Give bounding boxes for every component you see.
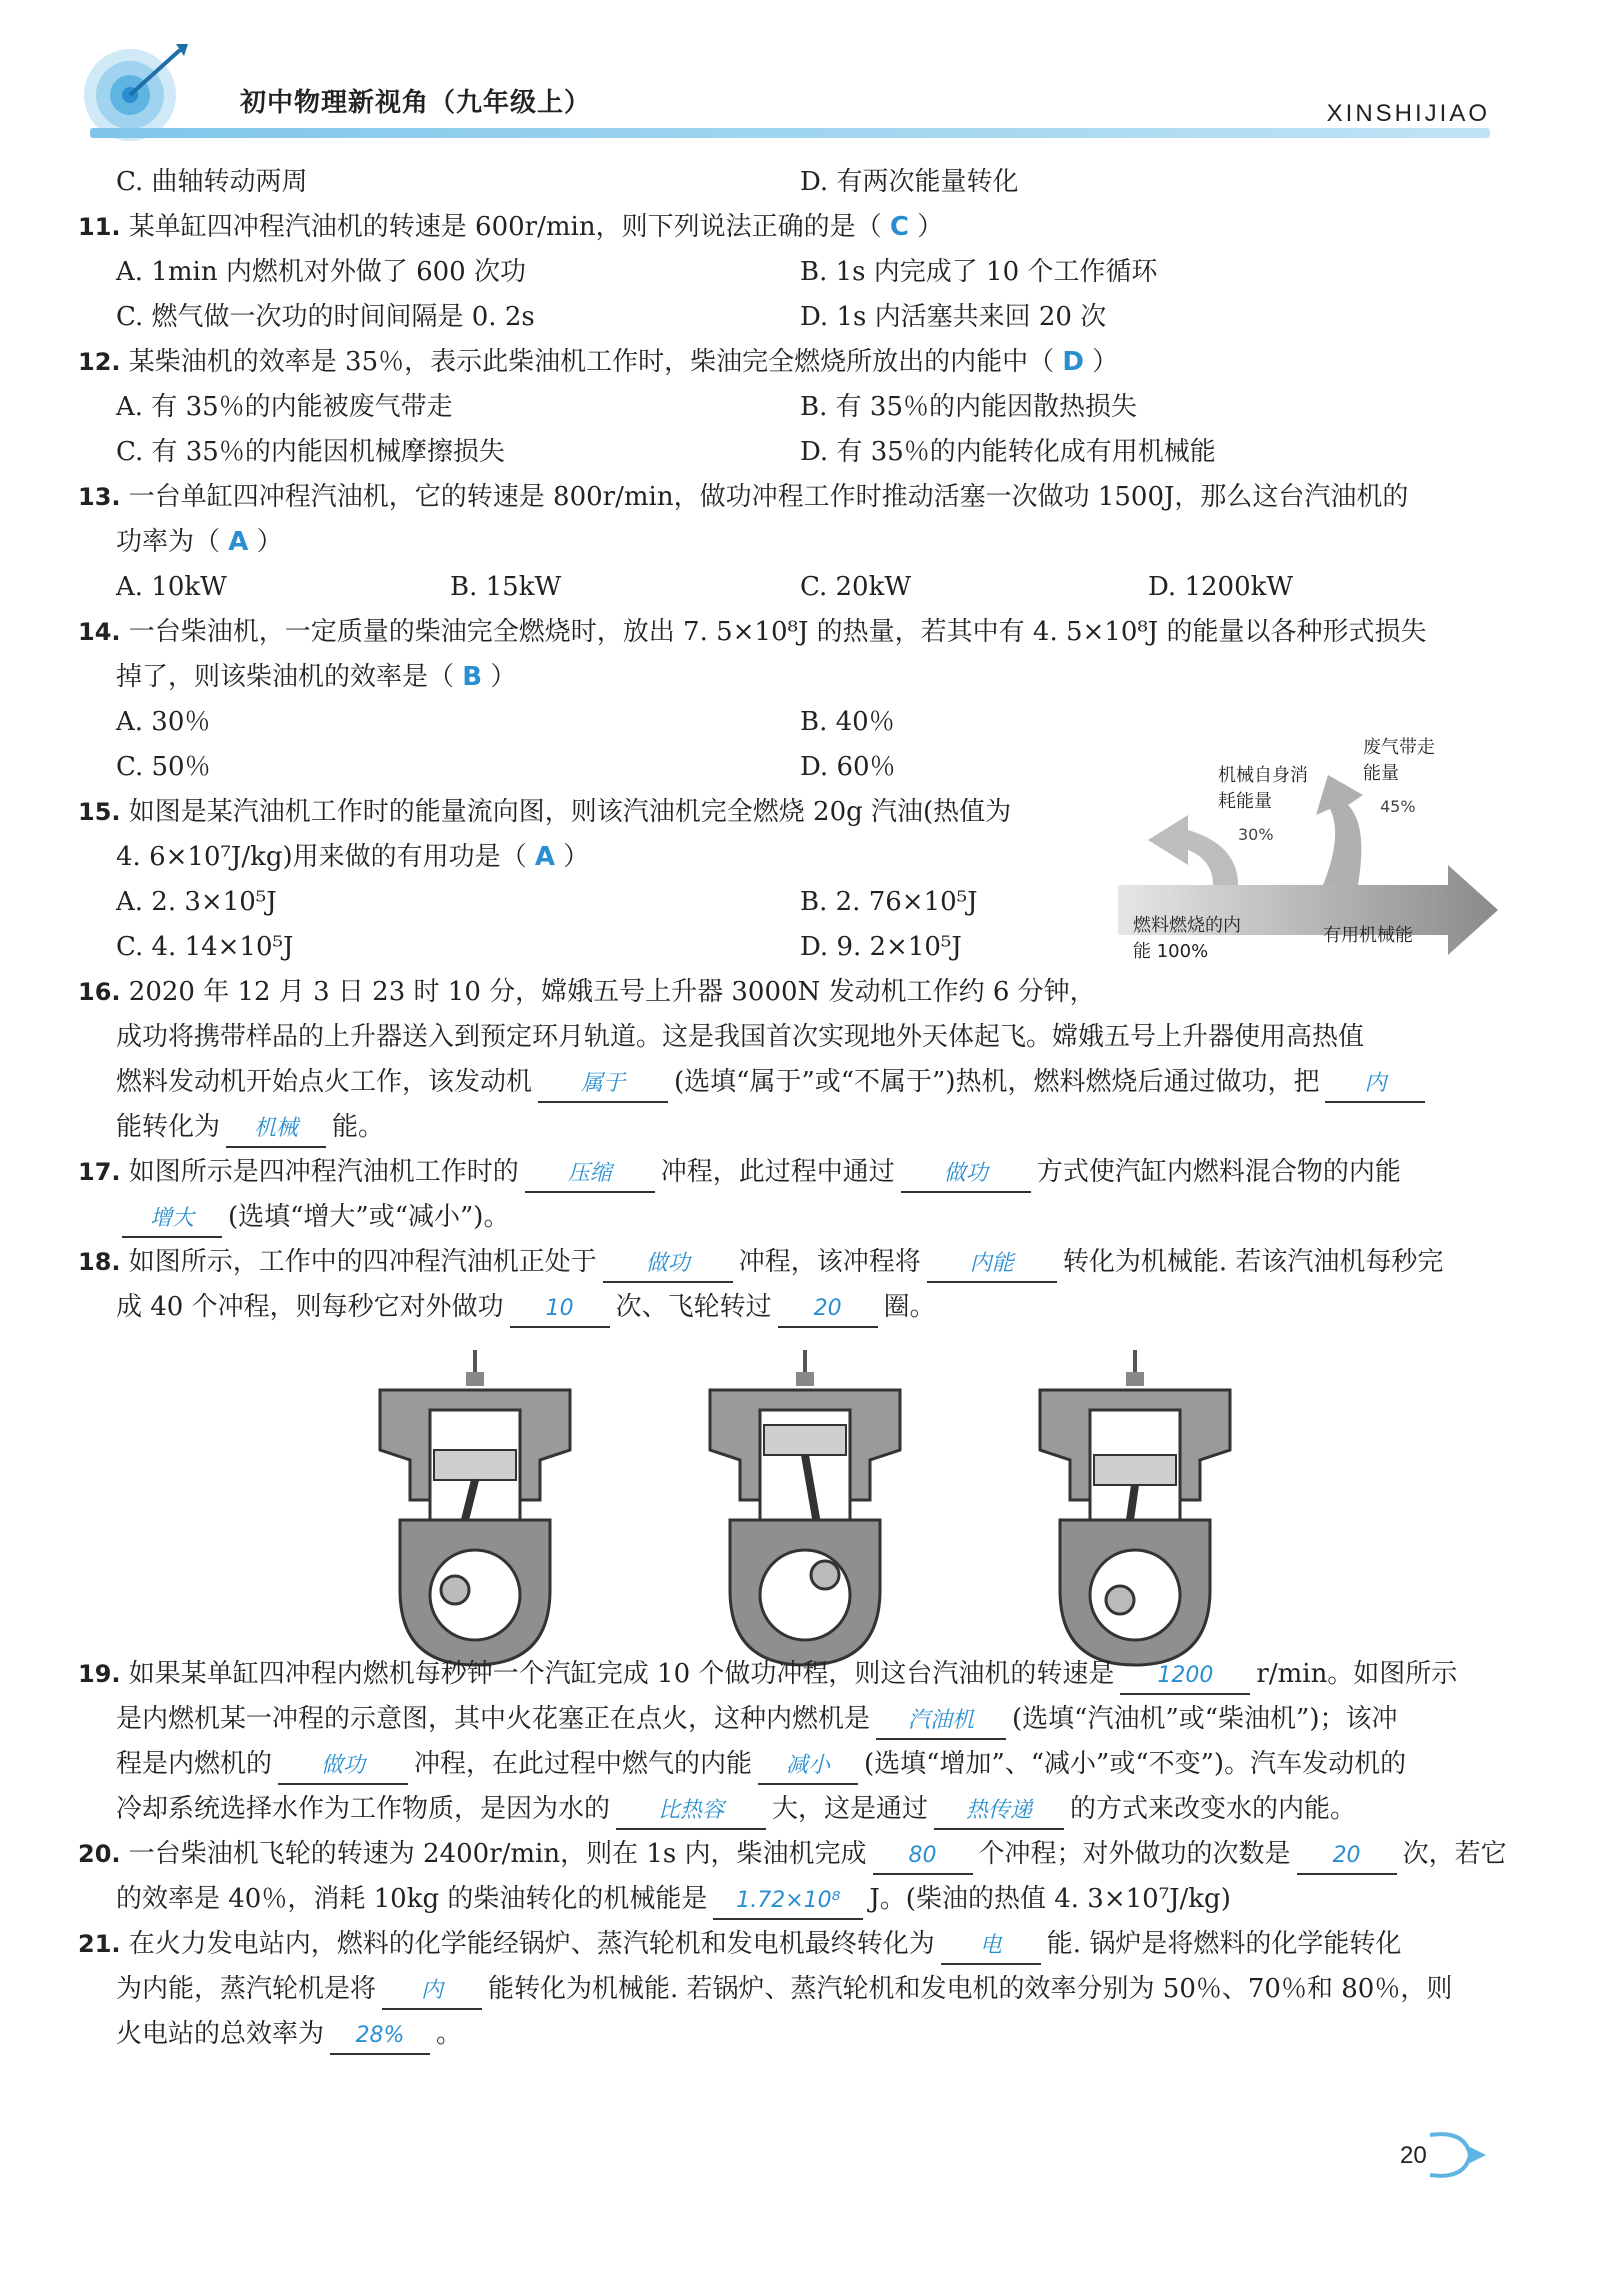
- q14-text-1: 一台柴油机，一定质量的柴油完全燃烧时，放出 7. 5×10⁸J 的热量，若其中有 4. 5×10⁸J 的能量以各种形式损失: [128, 617, 1427, 647]
- q13-number: 13.: [78, 483, 121, 511]
- q10-option-c: C. 曲轴转动两周: [116, 167, 308, 197]
- q19-text-4c: 的方式来改变水的内能。: [1070, 1794, 1357, 1824]
- q21-number: 21.: [78, 1930, 121, 1958]
- q18-blank-2: 内能: [927, 1247, 1057, 1283]
- q20-text-1b: 个冲程；对外做功的次数是: [978, 1839, 1291, 1869]
- engine-diagram-2-icon: [690, 1350, 920, 1670]
- q14-option-b: B. 40％: [800, 707, 895, 737]
- q12-options-row-1: [78, 385, 1498, 430]
- q12-option-b: B. 有 35％的内能因散热损失: [800, 392, 1137, 422]
- q17-text-1a: 如图所示是四冲程汽油机工作时的: [128, 1157, 519, 1187]
- q17-line-2: [78, 1195, 1498, 1240]
- q16-line-2: [78, 1015, 1498, 1060]
- q13-text-2: 功率为（: [116, 527, 221, 557]
- q18-text-1b: 冲程，该冲程将: [738, 1247, 921, 1277]
- q14-option-a: A. 30％: [116, 707, 211, 737]
- q11-text: 某单缸四冲程汽油机的转速是 600r/min，则下列说法正确的是（: [128, 212, 882, 242]
- q16-blank-3: 机械: [226, 1112, 326, 1148]
- q16-blank-1: 属于: [538, 1067, 668, 1103]
- q17-blank-3: 增大: [122, 1202, 222, 1238]
- q19-line-1: [78, 1652, 1498, 1697]
- q19-text-2b: (选填“汽油机”或“柴油机”)；该冲: [1012, 1704, 1398, 1734]
- q13-option-c: C. 20kW: [800, 572, 912, 602]
- q10-options-row: [78, 160, 1498, 205]
- q18-text-2b: 次、飞轮转过: [615, 1292, 772, 1322]
- q20-number: 20.: [78, 1840, 121, 1868]
- q20-line-1: [78, 1832, 1507, 1877]
- q14-stem-1: [78, 610, 1498, 655]
- q19-text-3c: (选填“增加”、“减小”或“不变”)。汽车发动机的: [864, 1749, 1407, 1779]
- q12-option-a: A. 有 35％的内能被废气带走: [116, 392, 453, 422]
- q16-text-3b: (选填“属于”或“不属于”)热机，燃料燃烧后通过做功，把: [674, 1067, 1320, 1097]
- q14-stem-2: [78, 655, 1498, 700]
- q18-blank-1: 做功: [603, 1247, 733, 1283]
- q16-blank-2: 内: [1325, 1067, 1425, 1103]
- q19-text-4b: 大，这是通过: [772, 1794, 929, 1824]
- q18-text-2c: 圈。: [883, 1292, 936, 1322]
- flow-loss-mechanical: 机械自身消耗能量: [1218, 765, 1308, 812]
- q16-line-3: [78, 1060, 1498, 1105]
- q19-blank-5: 比热容: [616, 1794, 766, 1830]
- q21-blank-3: 28%: [330, 2019, 430, 2055]
- header-divider: [90, 128, 1490, 138]
- flow-loss-mechanical-pct: 30%: [1238, 825, 1274, 844]
- q19-blank-6: 热传递: [934, 1794, 1064, 1830]
- q16-text-4a: 能转化为: [116, 1112, 221, 1142]
- q20-blank-2: 20: [1297, 1839, 1397, 1875]
- q13-answer: A: [228, 527, 249, 557]
- q21-text-1b: 能. 锅炉是将燃料的化学能转化: [1046, 1929, 1402, 1959]
- q14-text-2: 掉了，则该柴油机的效率是（: [116, 662, 455, 692]
- q12-option-c: C. 有 35％的内能因机械摩擦损失: [116, 437, 505, 467]
- q15-answer: A: [534, 842, 556, 872]
- q11-options-row-1: [78, 250, 1498, 295]
- question-content-lower: [78, 1652, 1507, 2057]
- q21-text-2a: 为内能，蒸汽轮机是将: [116, 1974, 377, 2004]
- engine-diagram-3-icon: [1020, 1350, 1250, 1670]
- q12-answer: D: [1062, 347, 1084, 377]
- q15-option-c: C. 4. 14×10⁵J: [116, 932, 294, 962]
- brand-text: XINSHIJIAO: [1326, 100, 1490, 127]
- q14-option-d: D. 60％: [800, 752, 896, 782]
- q19-line-3: [78, 1742, 1498, 1787]
- q21-text-1a: 在火力发电站内，燃料的化学能经锅炉、蒸汽轮机和发电机最终转化为: [128, 1929, 935, 1959]
- q14-number: 14.: [78, 618, 121, 646]
- q11-answer: C: [889, 212, 909, 242]
- q19-text-2a: 是内燃机某一冲程的示意图，其中火花塞正在点火，这种内燃机是: [116, 1704, 871, 1734]
- q17-text-1c: 方式使汽缸内燃料混合物的内能: [1036, 1157, 1401, 1187]
- q13-text-1: 一台单缸四冲程汽油机，它的转速是 800r/min，做功冲程工作时推动活塞一次做功 1500J，那么这台汽油机的: [128, 482, 1409, 512]
- q20-text-1a: 一台柴油机飞轮的转速为 2400r/min，则在 1s 内，柴油机完成: [128, 1839, 867, 1869]
- q19-blank-3: 做功: [278, 1749, 408, 1785]
- q15-close: ）: [563, 842, 590, 872]
- flow-loss-exhaust: 废气带走能量: [1363, 737, 1435, 784]
- q19-text-3b: 冲程，在此过程中燃气的内能: [414, 1749, 753, 1779]
- q21-text-3b: 。: [436, 2019, 463, 2049]
- q16-text-3a: 燃料发动机开始点火工作，该发动机: [116, 1067, 533, 1097]
- q21-line-1: [78, 1922, 1498, 1967]
- q11-option-a: A. 1min 内燃机对外做了 600 次功: [116, 257, 526, 287]
- q18-text-2a: 成 40 个冲程，则每秒它对外做功: [116, 1292, 504, 1322]
- q17-number: 17.: [78, 1158, 121, 1186]
- q18-line-2: [78, 1285, 1498, 1330]
- q10-option-d: D. 有两次能量转化: [800, 167, 1019, 197]
- q16-text-2: 成功将携带样品的上升器送入到预定环月轨道。这是我国首次实现地外天体起飞。嫦娥五号上升器使用高热值: [116, 1022, 1365, 1052]
- q13-close: ）: [256, 527, 283, 557]
- q20-text-1c: 次，若它: [1402, 1839, 1507, 1869]
- q14-answer: B: [462, 662, 483, 692]
- q16-line-4: [78, 1105, 1498, 1150]
- q11-option-d: D. 1s 内活塞共来回 20 次: [800, 302, 1107, 332]
- q11-option-c: C. 燃气做一次功的时间间隔是 0. 2s: [116, 302, 535, 332]
- q19-line-2: [78, 1697, 1498, 1742]
- q18-number: 18.: [78, 1248, 121, 1276]
- q17-blank-1: 压缩: [525, 1157, 655, 1193]
- q17-text-1b: 冲程，此过程中通过: [660, 1157, 895, 1187]
- q19-text-3a: 程是内燃机的: [116, 1749, 273, 1779]
- q13-option-b: B. 15kW: [450, 572, 562, 602]
- q19-text-1b: r/min。如图所示: [1256, 1659, 1458, 1689]
- page-number-arc-icon: [1420, 2125, 1500, 2185]
- flow-loss-exhaust-pct: 45%: [1380, 797, 1416, 816]
- q19-line-4: [78, 1787, 1498, 1832]
- engine-diagram-1-icon: [360, 1350, 590, 1670]
- q16-number: 16.: [78, 978, 121, 1006]
- page-number: 20: [1400, 2142, 1427, 2169]
- q21-blank-1: 电: [941, 1929, 1041, 1965]
- q21-line-3: [78, 2012, 1498, 2057]
- q20-text-2a: 的效率是 40％，消耗 10kg 的柴油转化的机械能是: [116, 1884, 708, 1914]
- book-title: 初中物理新视角（九年级上）: [240, 88, 592, 118]
- q21-blank-2: 内: [382, 1974, 482, 2010]
- q12-options-row-2: [78, 430, 1498, 475]
- q15-option-a: A. 2. 3×10⁵J: [116, 887, 277, 917]
- q19-text-4a: 冷却系统选择水作为工作物质，是因为水的: [116, 1794, 611, 1824]
- q13-stem-2: [78, 520, 1498, 565]
- q12-text: 某柴油机的效率是 35％，表示此柴油机工作时，柴油完全燃烧所放出的内能中（: [128, 347, 1055, 377]
- q15-option-d: D. 9. 2×10⁵J: [800, 932, 962, 962]
- q20-blank-1: 80: [873, 1839, 973, 1875]
- q15-text-1: 如图是某汽油机工作时的能量流向图，则该汽油机完全燃烧 20g 汽油(热值为: [128, 797, 1012, 827]
- q11-stem: [78, 205, 1498, 250]
- q14-close: ）: [490, 662, 517, 692]
- q18-line-1: [78, 1240, 1498, 1285]
- q16-text-1: 2020 年 12 月 3 日 23 时 10 分，嫦娥五号上升器 3000N 发动机工作约 6 分钟，: [128, 977, 1096, 1007]
- q18-blank-4: 20: [778, 1292, 878, 1328]
- q12-option-d: D. 有 35％的内能转化成有用机械能: [800, 437, 1216, 467]
- q14-option-c: C. 50％: [116, 752, 211, 782]
- q15-option-b: B. 2. 76×10⁵J: [800, 887, 978, 917]
- q11-number: 11.: [78, 213, 121, 241]
- q19-blank-1: 1200: [1120, 1659, 1250, 1695]
- q21-text-3a: 火电站的总效率为: [116, 2019, 325, 2049]
- energy-flow-figure: [1118, 735, 1498, 995]
- q18-text-1c: 转化为机械能. 若该汽油机每秒完: [1062, 1247, 1444, 1277]
- q15-text-2: 4. 6×10⁷J/kg)用来做的有用功是（: [116, 842, 527, 872]
- q20-line-2: [78, 1877, 1498, 1922]
- q20-text-2b: J。(柴油的热值 4. 3×10⁷J/kg): [869, 1884, 1231, 1914]
- q16-text-4b: 能。: [332, 1112, 385, 1142]
- q19-number: 19.: [78, 1660, 121, 1688]
- q11-close: ）: [917, 212, 944, 242]
- q12-stem: [78, 340, 1498, 385]
- flow-input: 燃料燃烧的内能 100%: [1133, 915, 1241, 962]
- q13-option-a: A. 10kW: [116, 572, 227, 602]
- q13-options-row: [78, 565, 1498, 610]
- q17-blank-2: 做功: [901, 1157, 1031, 1193]
- q18-blank-3: 10: [510, 1292, 610, 1328]
- q15-number: 15.: [78, 798, 121, 826]
- q13-option-d: D. 1200kW: [1148, 572, 1294, 602]
- q19-blank-4: 减小: [758, 1749, 858, 1785]
- page-header: [80, 40, 1500, 150]
- q19-text-1a: 如果某单缸四冲程内燃机每秒钟一个汽缸完成 10 个做功冲程，则这台汽油机的转速是: [128, 1659, 1115, 1689]
- flow-output: 有用机械能: [1323, 925, 1413, 946]
- q19-blank-2: 汽油机: [876, 1704, 1006, 1740]
- q11-option-b: B. 1s 内完成了 10 个工作循环: [800, 257, 1158, 287]
- q18-text-1a: 如图所示，工作中的四冲程汽油机正处于: [128, 1247, 597, 1277]
- q17-text-2b: (选填“增大”或“减小”)。: [228, 1202, 510, 1232]
- q11-options-row-2: [78, 295, 1498, 340]
- q12-number: 12.: [78, 348, 121, 376]
- q20-blank-3: 1.72×10⁸: [713, 1884, 863, 1920]
- q13-stem-1: [78, 475, 1498, 520]
- q21-text-2b: 能转化为机械能. 若锅炉、蒸汽轮机和发电机的效率分别为 50％、70％和 80％，则: [488, 1974, 1453, 2004]
- q12-close: ）: [1092, 347, 1119, 377]
- engine-diagrams: [350, 1350, 1250, 1670]
- q21-line-2: [78, 1967, 1498, 2012]
- q17-line-1: [78, 1150, 1498, 1195]
